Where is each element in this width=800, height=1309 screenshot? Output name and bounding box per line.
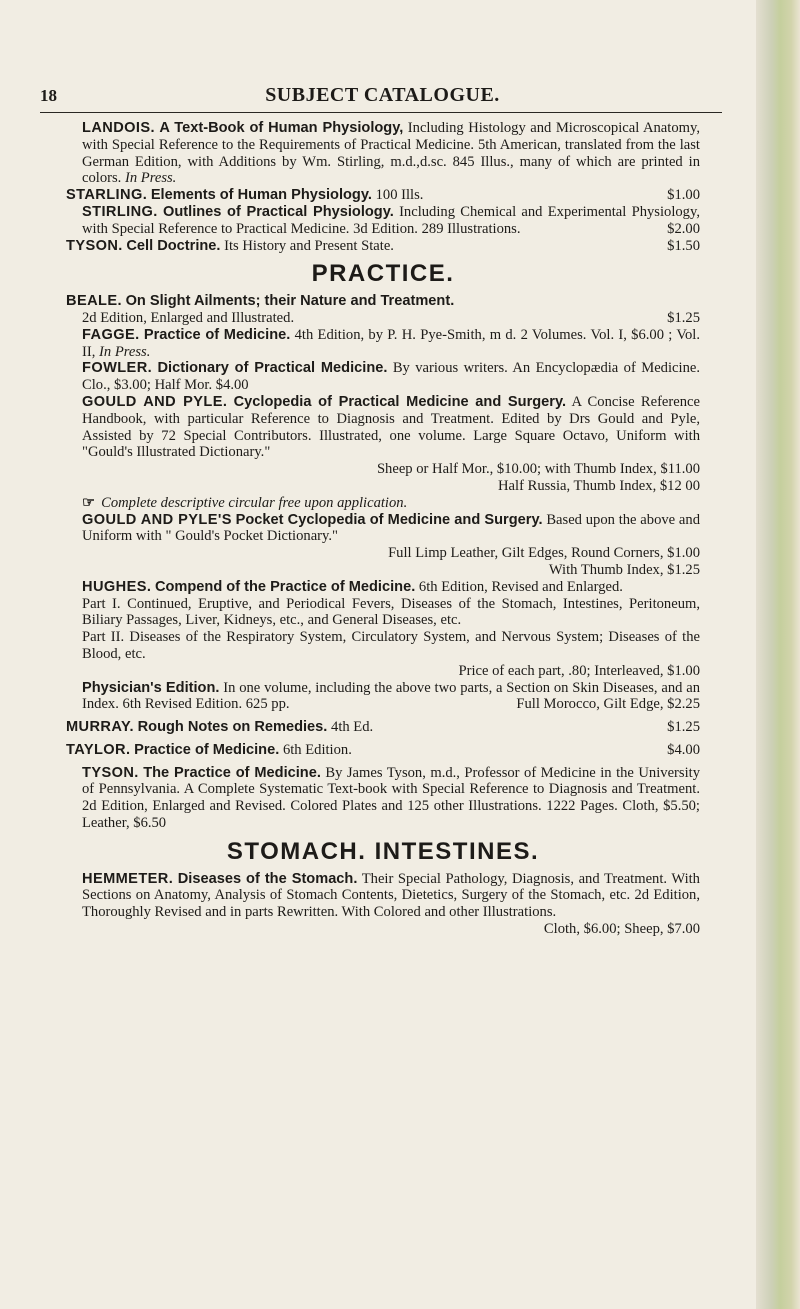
notice-text: Complete descriptive circular free upon application. xyxy=(101,494,408,511)
entry-description: 4th Edition, by P. H. Pye-Smith, m d. 2 Volumes. xyxy=(294,326,587,343)
entry-author: TAYLOR. xyxy=(66,741,131,758)
entry-stirling xyxy=(66,204,700,238)
entry-author: HUGHES. xyxy=(82,578,152,595)
entry-description: 100 Ills. xyxy=(375,187,424,204)
entry-description: 6th Edition. xyxy=(282,741,352,758)
entry-price: Cloth, $6.00; Sheep, $7.00 xyxy=(543,921,700,938)
entry-description: A Concise Reference Handbook, with particular Reference to Diagnosis and Treatment. Edited by Drs Gould and Pyle, Assisted by 72 Special Contributors. Illustrated, one volume. Large Square Octavo, Uniform with "Gould's Illustrated Dictionary." xyxy=(82,393,700,461)
entry-description: 6th Edition, Revised and Enlarged. xyxy=(418,578,623,595)
entry-author: STIRLING. xyxy=(82,203,158,220)
entry-gould-pyle xyxy=(66,394,700,512)
section-heading-stomach: STOMACH. INTESTINES. xyxy=(226,837,540,865)
section-heading-practice: PRACTICE. xyxy=(311,260,455,288)
entry-tyson-cell xyxy=(66,238,700,255)
entry-murray xyxy=(66,719,700,736)
entry-author: FOWLER. xyxy=(82,360,153,377)
entry-description: Their Special Pathology, Diagnosis, and Treatment. With Sections on Anatomy, Analysis of Stomach Contents, Dietetics, Surgery of the Stomach, etc. 2d Edition, Thoroughly Revised and in parts Rewritten. With Colored and other Illustrations. xyxy=(82,870,700,921)
entry-price: $1.25 xyxy=(667,309,700,326)
physicians-edition-text: In one volume, including the above two parts, a Section on Skin Diseases, and an Index. 6th Revised Edition. 625 pp. xyxy=(82,679,700,713)
entry-description: Its History and Present State. xyxy=(224,237,394,254)
entry-landois xyxy=(66,120,700,187)
entry-title: Elements of Human Physiology. xyxy=(150,187,372,204)
entry-price: $4.00 xyxy=(667,741,700,758)
entry-title: A Text-Book of Human Physiology, xyxy=(159,120,404,136)
running-title: SUBJECT CATALOGUE. xyxy=(265,84,500,106)
entry-fowler xyxy=(66,360,700,394)
entry-title: Diseases of the Stomach. xyxy=(177,870,358,887)
entry-author: MURRAY. xyxy=(66,719,134,736)
entry-description: By James Tyson, m.d., Professor of Medicine in the University of Pennsylvania. A Complete Systematic Text-book with Special Reference to Diagnosis and Treatment. 2d Edition, Enlarged and Revised. Colored Plates and 125 other Illustrations. 1222 Pages. Cloth, $5.50; Leather, $6.50 xyxy=(82,764,700,832)
entry-author: LANDOIS. xyxy=(82,120,155,136)
entry-price: $1.50 xyxy=(667,237,700,254)
entry-hemmeter xyxy=(66,870,700,938)
entry-title: Practice of Medicine. xyxy=(134,741,280,758)
entry-price: $2.00 xyxy=(667,220,700,237)
entry-title: Outlines of Practical Physiology. xyxy=(163,203,394,220)
pointing-hand-icon: ☞ xyxy=(82,494,96,511)
entry-title: Pocket Cyclopedia of Medicine and Surgery. xyxy=(235,511,543,528)
circular-notice xyxy=(66,495,700,512)
entry-title: The Practice of Medicine. xyxy=(143,764,321,781)
entry-price-alt: Half Russia, Thumb Index, $12 00 xyxy=(498,477,700,494)
entry-author: STARLING. xyxy=(66,187,148,204)
physicians-edition-price: Full Morocco, Gilt Edge, $2.25 xyxy=(516,696,700,713)
entry-author: TYSON. xyxy=(82,764,139,781)
entry-description: Including Histology and Microscopical Anatomy, with Special Reference to the Requirements of Practical Medicine. 5th American, translated from the last German Edition, with Additions by Wm. Stirling, m.d.,d.sc. 845 Illus., many of which are printed in colors. xyxy=(82,120,700,187)
entry-title: Practice of Medicine. xyxy=(143,326,291,343)
page-number: 18 xyxy=(40,86,57,105)
header-rule xyxy=(40,112,722,113)
entry-description: Based upon the above and Uniform with " Gould's Pocket Dictionary." xyxy=(82,511,700,545)
physicians-edition-title: Physician's Edition. xyxy=(82,679,220,696)
entry-price: $1.25 xyxy=(667,719,700,736)
entry-title: Cyclopedia of Practical Medicine and Surgery. xyxy=(233,393,567,410)
hughes-part-two: Part II. Diseases of the Respiratory System, Circulatory System, and Nervous System; Diseases of the Blood, etc. xyxy=(82,629,700,662)
entry-gould-pyle-pocket xyxy=(66,512,700,579)
entry-title: Compend of the Practice of Medicine. xyxy=(154,578,416,595)
entry-title: Rough Notes on Remedies. xyxy=(137,719,328,736)
entry-beale xyxy=(66,293,700,327)
entry-price: Vol. I, $6.00 ; Vol. II, xyxy=(82,326,701,360)
entry-author: BEALE. xyxy=(66,293,122,310)
entry-description: Including Chemical and Experimental Physiology, with Special Reference to Practical Medicine. 3d Edition. 289 Illustrations. xyxy=(82,203,700,237)
hughes-part-one: Part I. Continued, Eruptive, and Periodical Fevers, Diseases of the Stomach, Intestines, Peritoneum, Biliary Passages, Liver, Kidneys, etc., and General Diseases, etc. xyxy=(82,595,700,629)
entry-title: On Slight Ailments; their Nature and Treatment. xyxy=(125,293,455,310)
entry-author: HEMMETER. xyxy=(82,870,174,887)
entry-status: In Press. xyxy=(124,170,177,187)
entry-price: Price of each part, .80; Interleaved, $1.00 xyxy=(458,662,700,679)
entry-status: In Press. xyxy=(99,343,151,360)
entry-description: 4th Ed. xyxy=(331,719,374,736)
entry-taylor xyxy=(66,742,700,759)
catalogue-content xyxy=(66,120,700,938)
entry-author: GOULD AND PYLE. xyxy=(82,393,228,410)
entry-tyson-practice xyxy=(66,765,700,832)
entry-title: Dictionary of Practical Medicine. xyxy=(157,360,388,377)
entry-fagge xyxy=(66,327,700,361)
entry-price-alt: With Thumb Index, $1.25 xyxy=(548,561,700,578)
entry-author: FAGGE. xyxy=(82,326,140,343)
entry-description: 2d Edition, Enlarged and Illustrated. xyxy=(82,309,295,326)
entry-price: $1.00 xyxy=(667,187,700,204)
entry-author: TYSON. xyxy=(66,237,123,254)
entry-title: Cell Doctrine. xyxy=(126,237,221,254)
entry-starling xyxy=(66,187,700,204)
entry-price: Full Limp Leather, Gilt Edges, Round Corners, $1.00 xyxy=(388,545,700,562)
entry-author: GOULD AND PYLE'S xyxy=(82,511,232,528)
entry-price: Sheep or Half Mor., $10.00; with Thumb Index, $11.00 xyxy=(376,461,700,478)
page-header xyxy=(40,82,725,110)
entry-hughes xyxy=(66,579,700,713)
entry-description: By various writers. An Encyclopædia of Medicine. Clo., $3.00; Half Mor. $4.00 xyxy=(82,360,700,394)
page-edge xyxy=(756,0,800,1309)
